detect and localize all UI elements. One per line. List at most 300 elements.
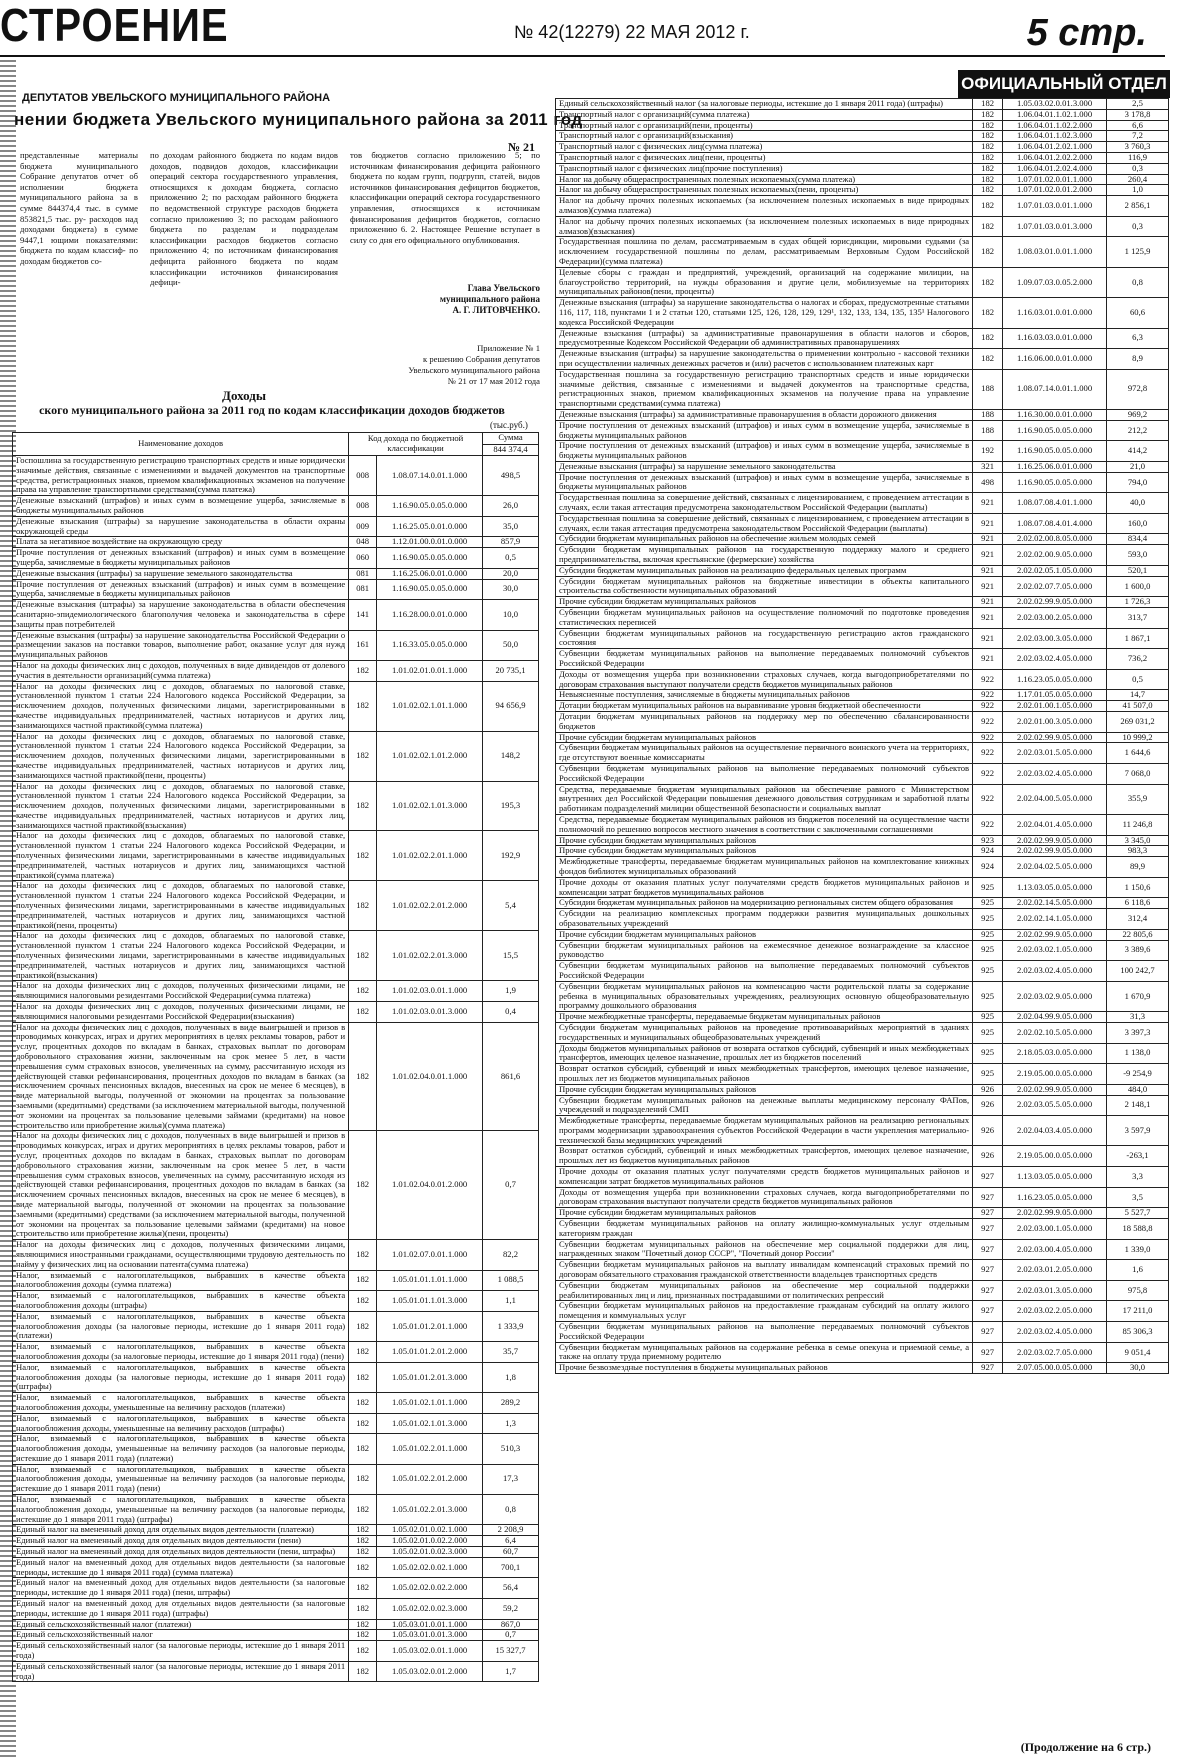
- budget-code-cell: 2.02.02.00.9.05.0.000: [1003, 545, 1107, 566]
- sum-cell: 2,5: [1107, 99, 1169, 110]
- budget-code-cell: 1.08.07.08.4.01.4.000: [1003, 513, 1107, 534]
- income-name-cell: Денежные взыскания (штрафы) за нарушение законодательства в области обеспечения санитарно-эпидемиологического благополучия человека и законодательства в сфере защиты прав потребителей: [13, 600, 349, 630]
- admin-code-cell: 922: [973, 732, 1003, 743]
- admin-code-cell: 182: [349, 881, 377, 931]
- income-name-cell: Субсидии бюджетам муниципальных районов на реализацию федеральных целевых программ: [556, 565, 973, 576]
- budget-code-cell: 1.01.02.07.0.01.1.000: [377, 1240, 483, 1270]
- sum-cell: 82,2: [483, 1240, 539, 1270]
- income-name-cell: Налог на доходы физических лиц с доходов, полученных физическими лицами, являющимися иностранными гражданами, осуществляющими трудовую деятельность по найму у физических лиц на основании патента(сумма платежа): [13, 1240, 349, 1270]
- sum-cell: 3 597,9: [1107, 1116, 1169, 1146]
- text-column-3: [350, 150, 540, 245]
- table-row: [556, 461, 1169, 472]
- table-row: [556, 1239, 1169, 1260]
- income-name-cell: Возврат остатков субсидий, субвенций и иных межбюджетных трансфертов, имеющих целевое назначение, прошлых лет из бюджетов муниципальных районов: [556, 1064, 973, 1085]
- income-name-cell: Субвенции бюджетам муниципальных районов на денежные выплаты медицинскому персоналу ФАПов, учреждений и подразделений СМП: [556, 1095, 973, 1116]
- income-name-cell: Налог, взимаемый с налогоплательщиков, выбравших в качестве объекта налогообложения доходы (штрафы): [13, 1291, 349, 1312]
- sum-cell: 59,2: [483, 1599, 539, 1620]
- sum-cell: 2 208,9: [483, 1525, 539, 1536]
- budget-code-cell: 2.02.02.99.9.05.0.000: [1003, 1084, 1107, 1095]
- admin-code-cell: 182: [349, 1362, 377, 1392]
- admin-code-cell: 182: [349, 1641, 377, 1662]
- income-name-cell: Денежные взыскания (штрафы) за нарушение законодательства о налогах и сборах, предусмотренные статьями 116, 117, 118, пунктами 1 и 2 статьи 120, статьями 125, 126, 128, 129, 129¹, 132, 133, 134, 135, 135¹ Налогового кодекса Российской Федерации: [556, 298, 973, 328]
- admin-code-cell: 925: [973, 1064, 1003, 1085]
- sum-cell: 3 760,3: [1107, 142, 1169, 153]
- admin-code-cell: 182: [973, 120, 1003, 131]
- budget-code-cell: 1.13.03.05.0.05.0.000: [1003, 1167, 1107, 1188]
- sum-cell: 975,8: [1107, 1280, 1169, 1301]
- sum-cell: 22 805,6: [1107, 929, 1169, 940]
- income-name-cell: Субвенции бюджетам муниципальных районов на выполнение передаваемых полномочий субъектов Российской Федерации: [556, 764, 973, 785]
- sum-cell: 148,2: [483, 731, 539, 781]
- income-name-cell: Субвенции бюджетам муниципальных районов на обеспечение мер социальной поддержки для лиц, награжденных знаком "Почетный донор СССР", "Почетный донор России": [556, 1239, 973, 1260]
- appendix-line: № 21 от 17 мая 2012 года: [447, 376, 540, 386]
- admin-code-cell: 008: [349, 456, 377, 496]
- table-body: [556, 99, 1169, 1374]
- admin-code-cell: 182: [349, 1311, 377, 1341]
- budget-code-cell: 1.01.02.01.0.01.1.000: [377, 660, 483, 681]
- admin-code-cell: 182: [973, 152, 1003, 163]
- admin-code-cell: 182: [349, 1291, 377, 1312]
- income-name-cell: Налог на доходы физических лиц с доходов, облагаемых по налоговой ставке, установленной пунктом 1 статьи 224 Налогового кодекса Российской Федерации, за исключением доходов, полученных физическими лицами, зарегистрированными в качестве индивидуальных предпринимателей, частных нотариусов и других лиц, занимающихся частной практикой(пени, проценты): [13, 731, 349, 781]
- page-number: 5 стр.: [1026, 12, 1147, 54]
- table-row: [13, 881, 539, 931]
- table-row: [556, 814, 1169, 835]
- sum-cell: 510,3: [483, 1434, 539, 1464]
- budget-code-cell: 2.02.03.00.2.05.0.000: [1003, 608, 1107, 629]
- table-row: [556, 1022, 1169, 1043]
- budget-code-cell: 1.01.02.02.1.01.2.000: [377, 731, 483, 781]
- admin-code-cell: 192: [973, 441, 1003, 462]
- budget-code-cell: 1.06.04.01.1.02.3.000: [1003, 131, 1107, 142]
- budget-code-cell: 1.05.01.01.2.01.2.000: [377, 1342, 483, 1363]
- table-row: [13, 1413, 539, 1434]
- table-row: [13, 1131, 539, 1240]
- budget-code-cell: 1.05.01.02.2.01.1.000: [377, 1434, 483, 1464]
- sum-cell: 1,3: [483, 1413, 539, 1434]
- sum-cell: 30,0: [483, 579, 539, 600]
- budget-code-cell: 2.02.01.00.1.05.0.000: [1003, 701, 1107, 712]
- income-name-cell: Прочие субсидии бюджетам муниципальных районов: [556, 835, 973, 846]
- budget-code-cell: 1.17.01.05.0.05.0.000: [1003, 690, 1107, 701]
- income-name-cell: Прочие субсидии бюджетам муниципальных районов: [556, 846, 973, 857]
- sum-cell: 794,0: [1107, 472, 1169, 493]
- sum-cell: 0,4: [483, 1002, 539, 1023]
- table-row: [556, 1167, 1169, 1188]
- admin-code-cell: 182: [349, 660, 377, 681]
- admin-code-cell: 182: [349, 931, 377, 981]
- table-row: [556, 1012, 1169, 1023]
- budget-code-cell: 1.06.04.01.2.02.2.000: [1003, 152, 1107, 163]
- admin-code-cell: 927: [973, 1260, 1003, 1281]
- sum-cell: 1,0: [1107, 185, 1169, 196]
- income-name-cell: Субвенции бюджетам муниципальных районов на выполнение передаваемых полномочий субъектов Российской Федерации: [556, 961, 973, 982]
- sum-cell: 3,5: [1107, 1187, 1169, 1208]
- table-row: [13, 537, 539, 548]
- budget-code-cell: 1.05.01.02.2.01.2.000: [377, 1464, 483, 1494]
- income-name-cell: Прочие доходы от оказания платных услуг получателями средств бюджетов муниципальных районов и компенсации затрат бюджетов муниципальных районов: [556, 1167, 973, 1188]
- admin-code-cell: 081: [349, 568, 377, 579]
- sum-cell: 100 242,7: [1107, 961, 1169, 982]
- sum-cell: -263,1: [1107, 1146, 1169, 1167]
- admin-code-cell: 927: [973, 1167, 1003, 1188]
- admin-code-cell: 925: [973, 1022, 1003, 1043]
- income-name-cell: Единый сельскохозяйственный налог (за налоговые периоды, истекшие до 1 января 2011 года): [13, 1641, 349, 1662]
- income-name-cell: Государственная пошлина за совершение действий, связанных с лицензированием, с проведением аттестации в случаях, если такая аттестация предусмотрена законодательством Российской Федерации (выплаты): [556, 493, 973, 514]
- table-row: [13, 1495, 539, 1525]
- income-table-right: [555, 98, 1169, 1374]
- sum-cell: 1 333,9: [483, 1311, 539, 1341]
- table-row: [556, 196, 1169, 217]
- admin-code-cell: 922: [973, 701, 1003, 712]
- table-row: [556, 1116, 1169, 1146]
- sum-cell: 861,6: [483, 1022, 539, 1131]
- sum-cell: 8,9: [1107, 349, 1169, 370]
- table-row: [556, 597, 1169, 608]
- admin-code-cell: 921: [973, 493, 1003, 514]
- sum-cell: 160,0: [1107, 513, 1169, 534]
- income-name-cell: Единый сельскохозяйственный налог (платежи): [13, 1619, 349, 1630]
- income-name-cell: Субвенции бюджетам муниципальных районов на содержание ребенка в семье опекуна и приемной семье, а также на оплату труда приемному родителю: [556, 1342, 973, 1363]
- admin-code-cell: 926: [973, 1146, 1003, 1167]
- text-column-1: [20, 150, 138, 267]
- table-row: [556, 929, 1169, 940]
- admin-code-cell: 921: [973, 534, 1003, 545]
- budget-code-cell: 1.01.02.03.0.01.1.000: [377, 981, 483, 1002]
- income-name-cell: Прочие субсидии бюджетам муниципальных районов: [556, 929, 973, 940]
- income-name-cell: Субсидии бюджетам муниципальных районов на проведение противоаварийных мероприятий в зданиях государственных и муниципальных общеобразовательных учреждений: [556, 1022, 973, 1043]
- budget-code-cell: 1.16.28.00.0.01.0.000: [377, 600, 483, 630]
- income-name-cell: Единый налог на вмененный доход для отдельных видов деятельности (за налоговые периоды, истекшие до 1 января 2011 года) (пени, штрафы): [13, 1578, 349, 1599]
- income-name-cell: Налог, взимаемый с налогоплательщиков, выбравших в качестве объекта налогообложения доходы (сумма платежа): [13, 1270, 349, 1291]
- admin-code-cell: 182: [973, 328, 1003, 349]
- table-row: [556, 534, 1169, 545]
- sum-cell: 736,2: [1107, 649, 1169, 670]
- income-name-cell: Доходы бюджетов муниципальных районов от возврата остатков субсидий, субвенций и иных межбюджетных трансфертов, имеющих целевое назначение, прошлых лет из бюджетов поселений: [556, 1043, 973, 1064]
- budget-code-cell: 2.02.03.01.3.05.0.000: [1003, 1280, 1107, 1301]
- sum-cell: 6 118,6: [1107, 898, 1169, 909]
- admin-code-cell: 922: [973, 669, 1003, 690]
- admin-code-cell: 182: [973, 298, 1003, 328]
- table-row: [556, 472, 1169, 493]
- income-name-cell: Дотации бюджетам муниципальных районов на выравнивание уровня бюджетной обеспеченности: [556, 701, 973, 712]
- budget-code-cell: 1.16.90.05.0.05.0.000: [377, 579, 483, 600]
- income-name-cell: Транспортный налог с организаций(сумма платежа): [556, 109, 973, 120]
- table-row: [13, 681, 539, 731]
- sum-cell: 17,3: [483, 1464, 539, 1494]
- table-row: [556, 493, 1169, 514]
- table-row: [13, 568, 539, 579]
- signature-line: Глава Увельского: [467, 283, 540, 293]
- sum-cell: 983,3: [1107, 846, 1169, 857]
- sum-cell: 0,8: [1107, 267, 1169, 297]
- income-name-cell: Субсидии на реализацию комплексных программ поддержки развития муниципальных дошкольных образовательных учреждений: [556, 909, 973, 930]
- budget-code-cell: 1.05.02.02.0.02.2.000: [377, 1578, 483, 1599]
- admin-code-cell: 922: [973, 712, 1003, 733]
- table-row: [556, 628, 1169, 649]
- table-title: Доходы: [222, 388, 266, 403]
- sum-cell: 6,4: [483, 1536, 539, 1547]
- sum-cell: 520,1: [1107, 565, 1169, 576]
- admin-code-cell: 925: [973, 877, 1003, 898]
- budget-code-cell: 1.05.03.01.0.01.3.000: [377, 1630, 483, 1641]
- table-row: [13, 1362, 539, 1392]
- sum-cell: 85 306,3: [1107, 1322, 1169, 1343]
- income-name-cell: Прочие доходы от оказания платных услуг получателями средств бюджетов муниципальных районов и компенсации затрат бюджетов муниципальных районов: [556, 877, 973, 898]
- budget-code-cell: 2.18.05.03.0.05.0.000: [1003, 1043, 1107, 1064]
- section-banner: ОФИЦИАЛЬНЫЙ ОТДЕЛ: [958, 70, 1170, 98]
- income-name-cell: Субвенции бюджетам муниципальных районов на осуществление первичного воинского учета на территориях, где отсутствуют военные комиссариаты: [556, 743, 973, 764]
- income-name-cell: Субсидии бюджетам муниципальных районов на бюджетные инвестиции в объекты капитального строительства собственности муниципальных образований: [556, 576, 973, 597]
- sum-cell: 1 867,1: [1107, 628, 1169, 649]
- admin-code-cell: 921: [973, 545, 1003, 566]
- decision-number: № 21: [508, 140, 536, 154]
- budget-code-cell: 2.02.02.10.5.05.0.000: [1003, 1022, 1107, 1043]
- table-row: [13, 456, 539, 496]
- table-row: [13, 548, 539, 569]
- sum-cell: 414,2: [1107, 441, 1169, 462]
- table-row: [13, 600, 539, 630]
- table-row: [556, 267, 1169, 297]
- admin-code-cell: 321: [973, 461, 1003, 472]
- budget-code-cell: 1.16.25.06.0.01.0.000: [377, 568, 483, 579]
- admin-code-cell: 925: [973, 940, 1003, 961]
- sum-cell: 6,3: [1107, 328, 1169, 349]
- income-name-cell: Налог, взимаемый с налогоплательщиков, выбравших в качестве объекта налогообложения доходы (за налоговые периоды, истекшие до 1 января 2011 года) (платежи): [13, 1311, 349, 1341]
- total-sum: 844 374,4: [483, 444, 539, 456]
- sum-cell: 50,0: [483, 630, 539, 660]
- table-row: [556, 576, 1169, 597]
- budget-code-cell: 2.02.03.02.4.05.0.000: [1003, 1322, 1107, 1343]
- income-name-cell: Налог, взимаемый с налогоплательщиков, выбравших в качестве объекта налогообложения доходы, уменьшенные на величину расходов (платежи): [13, 1393, 349, 1414]
- sum-cell: 10,0: [483, 600, 539, 630]
- admin-code-cell: 060: [349, 548, 377, 569]
- income-name-cell: Транспортный налог с физических лиц(сумма платежа): [556, 142, 973, 153]
- admin-code-cell: 182: [973, 109, 1003, 120]
- budget-code-cell: 2.02.04.00.5.05.0.000: [1003, 784, 1107, 814]
- admin-code-cell: 923: [973, 835, 1003, 846]
- budget-code-cell: 1.06.04.01.2.02.4.000: [1003, 163, 1107, 174]
- table-row: [556, 701, 1169, 712]
- admin-code-cell: 182: [349, 1630, 377, 1641]
- table-row: [556, 216, 1169, 237]
- table-row: [13, 1002, 539, 1023]
- income-name-cell: Транспортный налог с физических лиц(прочие поступления): [556, 163, 973, 174]
- income-name-cell: Налог, взимаемый с налогоплательщиков, выбравших в качестве объекта налогообложения доходы (за налоговые периоды, истекшие до 1 января 2011 года) (пени): [13, 1342, 349, 1363]
- admin-code-cell: 182: [973, 349, 1003, 370]
- admin-code-cell: 926: [973, 1116, 1003, 1146]
- table-row: [13, 660, 539, 681]
- income-name-cell: Государственная пошлина за государственную регистрацию транспортных средств и иные юридически значимые действия, связанные с изменениями и выдачей документов на транспортные средства, регистрационных знаков, приемом квалификационных экзаменов на получение права на управление транспортными средствами(сумма платежа): [556, 369, 973, 409]
- budget-code-cell: 1.05.01.01.1.01.3.000: [377, 1291, 483, 1312]
- income-name-cell: Субвенции бюджетам муниципальных районов на выполнение передаваемых полномочий субъектов Российской Федерации: [556, 1322, 973, 1343]
- income-name-cell: Налог на доходы физических лиц с доходов, облагаемых по налоговой ставке, установленной пунктом 1 статьи 224 Налогового кодекса Российской Федерации, и полученных физическими лицами, зарегистрированными в качестве индивидуальных предпринимателей, частных нотариусов и других лиц, занимающихся частной практикой(взыскания): [13, 931, 349, 981]
- budget-code-cell: 1.16.90.05.0.05.0.000: [1003, 420, 1107, 441]
- income-name-cell: Доходы от возмещения ущерба при возникновении страховых случаев, когда выгодоприобретателями по договорам страхования выступают получатели средств бюджетов муниципальных районов: [556, 1187, 973, 1208]
- admin-code-cell: 188: [973, 369, 1003, 409]
- income-name-cell: Налог, взимаемый с налогоплательщиков, выбравших в качестве объекта налогообложения доходы (за налоговые периоды, истекшие до 1 января 2011 года) (штрафы): [13, 1362, 349, 1392]
- signature-block: [340, 283, 540, 316]
- table-row: [13, 516, 539, 537]
- budget-code-cell: 1.16.90.05.0.05.0.000: [377, 548, 483, 569]
- income-name-cell: Прочие поступления от денежных взысканий (штрафов) и иных сумм в возмещение ущерба, зачисляемые в бюджеты муниципальных районов: [556, 441, 973, 462]
- income-name-cell: Единый налог на вмененный доход для отдельных видов деятельности (за налоговые периоды, истекшие до 1 января 2011 года) (сумма платежа): [13, 1557, 349, 1578]
- admin-code-cell: 921: [973, 649, 1003, 670]
- table-row: [13, 1578, 539, 1599]
- table-row: [13, 1599, 539, 1620]
- admin-code-cell: 927: [973, 1239, 1003, 1260]
- admin-code-cell: 188: [973, 420, 1003, 441]
- budget-code-cell: 2.02.03.01.5.05.0.000: [1003, 743, 1107, 764]
- admin-code-cell: 182: [973, 142, 1003, 153]
- sum-cell: 17 211,0: [1107, 1301, 1169, 1322]
- budget-code-cell: 2.02.02.05.1.05.0.000: [1003, 565, 1107, 576]
- table-row: [556, 961, 1169, 982]
- admin-code-cell: 182: [349, 1599, 377, 1620]
- admin-code-cell: 182: [349, 1661, 377, 1682]
- table-row: [556, 152, 1169, 163]
- sum-cell: 41 507,0: [1107, 701, 1169, 712]
- admin-code-cell: 927: [973, 1322, 1003, 1343]
- table-row: [556, 712, 1169, 733]
- sum-cell: 14,7: [1107, 690, 1169, 701]
- income-name-cell: Возврат остатков субсидий, субвенций и иных межбюджетных трансфертов, имеющих целевое назначение, прошлых лет из бюджетов муниципальных районов: [556, 1146, 973, 1167]
- table-row: [13, 579, 539, 600]
- admin-code-cell: 182: [349, 1240, 377, 1270]
- sum-cell: 289,2: [483, 1393, 539, 1414]
- admin-code-cell: 182: [349, 1619, 377, 1630]
- table-row: [556, 1301, 1169, 1322]
- budget-code-cell: 1.13.03.05.0.05.0.000: [1003, 877, 1107, 898]
- income-name-cell: Налог на доходы физических лиц с доходов, полученных физическими лицами, не являющимися налоговыми резидентами Российской Федерации(сумма платежа): [13, 981, 349, 1002]
- income-name-cell: Прочие субсидии бюджетам муниципальных районов: [556, 1208, 973, 1219]
- budget-code-cell: 1.05.02.01.0.02.1.000: [377, 1525, 483, 1536]
- table-row: [556, 835, 1169, 846]
- table-row: [556, 99, 1169, 110]
- budget-code-cell: 1.05.01.02.2.01.3.000: [377, 1495, 483, 1525]
- admin-code-cell: 161: [349, 630, 377, 660]
- income-name-cell: Единый сельскохозяйственный налог: [13, 1630, 349, 1641]
- admin-code-cell: 925: [973, 909, 1003, 930]
- budget-code-cell: 2.02.02.99.9.05.0.000: [1003, 929, 1107, 940]
- admin-code-cell: 182: [973, 185, 1003, 196]
- table-unit: (тыс.руб.): [490, 420, 528, 430]
- header-sum: Сумма: [483, 433, 539, 445]
- budget-code-cell: 2.07.05.00.0.05.0.000: [1003, 1363, 1107, 1374]
- income-name-cell: Денежные взыскания (штрафы) за нарушение законодательства в области охраны окружающей среды: [13, 516, 349, 537]
- budget-code-cell: 1.16.03.01.0.01.0.000: [1003, 298, 1107, 328]
- admin-code-cell: 927: [973, 1363, 1003, 1374]
- admin-code-cell: 182: [349, 1464, 377, 1494]
- sum-cell: 484,0: [1107, 1084, 1169, 1095]
- admin-code-cell: 182: [349, 1547, 377, 1558]
- table-row: [556, 1280, 1169, 1301]
- sum-cell: 498,5: [483, 456, 539, 496]
- sum-cell: 1 600,0: [1107, 576, 1169, 597]
- income-table-left: [12, 432, 539, 1682]
- sum-cell: 0,3: [1107, 216, 1169, 237]
- budget-code-cell: 1.01.02.02.1.01.1.000: [377, 681, 483, 731]
- sum-cell: 7,2: [1107, 131, 1169, 142]
- paragraph: по доходам районного бюджета по кодам видов доходов, подвидов доходов, классификации операций сектора государственного управления, относящихся к доходам бюджета, согласно приложению 2; по расходам районного бюджета по ведомственной структуре расходов бюджета согласно приложению 3; по расходам районного бюджета по разделам и подразделам классификации расходов бюджетов согласно приложению 4; по источникам финансирования дефицита районного бюджета по кодам классификации источников финансирования дефици-: [150, 150, 338, 288]
- income-name-cell: Налог на доходы физических лиц с доходов, облагаемых по налоговой ставке, установленной пунктом 1 статьи 224 Налогового кодекса Российской Федерации, за исключением доходов, полученных физическими лицами, зарегистрированными в качестве индивидуальных предпринимателей, частных нотариусов и других лиц, занимающихся частной практикой(взыскания): [13, 781, 349, 831]
- budget-code-cell: 2.02.02.00.8.05.0.000: [1003, 534, 1107, 545]
- table-row: [556, 669, 1169, 690]
- sum-cell: 5,4: [483, 881, 539, 931]
- budget-code-cell: 1.08.07.14.0.01.1.000: [377, 456, 483, 496]
- table-row: [556, 877, 1169, 898]
- budget-code-cell: 1.05.03.02.0.01.3.000: [1003, 99, 1107, 110]
- sum-cell: 2 148,1: [1107, 1095, 1169, 1116]
- budget-code-cell: 1.16.06.00.0.01.0.000: [1003, 349, 1107, 370]
- table-row: [556, 420, 1169, 441]
- sum-cell: 20 735,1: [483, 660, 539, 681]
- budget-code-cell: 1.16.03.03.0.01.0.000: [1003, 328, 1107, 349]
- sum-cell: 0,5: [483, 548, 539, 569]
- budget-code-cell: 2.02.02.14.5.05.0.000: [1003, 898, 1107, 909]
- budget-code-cell: 1.09.07.03.0.05.2.000: [1003, 267, 1107, 297]
- admin-code-cell: 182: [349, 1342, 377, 1363]
- sum-cell: 834,4: [1107, 534, 1169, 545]
- continued-note: (Продолжение на 6 стр.): [1020, 1740, 1151, 1754]
- sum-cell: 1,1: [483, 1291, 539, 1312]
- budget-code-cell: 1.08.07.14.0.01.1.000: [1003, 369, 1107, 409]
- sum-cell: 1 150,6: [1107, 877, 1169, 898]
- table-body: [13, 456, 539, 1682]
- sum-cell: 1 125,9: [1107, 237, 1169, 267]
- sum-cell: 15 327,7: [483, 1641, 539, 1662]
- table-row: [13, 1525, 539, 1536]
- table-row: [556, 981, 1169, 1011]
- sum-cell: 7 068,0: [1107, 764, 1169, 785]
- text-column-2: [150, 150, 338, 288]
- income-name-cell: Прочие межбюджетные трансферты, передаваемые бюджетам муниципальных районов: [556, 1012, 973, 1023]
- admin-code-cell: 927: [973, 1301, 1003, 1322]
- admin-code-cell: 926: [973, 1084, 1003, 1095]
- table-row: [556, 608, 1169, 629]
- budget-code-cell: 2.02.04.02.5.05.0.000: [1003, 857, 1107, 878]
- income-name-cell: Прочие субсидии бюджетам муниципальных районов: [556, 1084, 973, 1095]
- table-row: [556, 1043, 1169, 1064]
- table-row: [556, 142, 1169, 153]
- budget-code-cell: 2.02.03.02.4.05.0.000: [1003, 649, 1107, 670]
- income-name-cell: Межбюджетные трансферты, передаваемые бюджетам муниципальных районов на комплектование книжных фондов библиотек муниципальных образований: [556, 857, 973, 878]
- sum-cell: 0,7: [483, 1131, 539, 1240]
- admin-code-cell: 182: [349, 1131, 377, 1240]
- table-row: [556, 1342, 1169, 1363]
- income-name-cell: Единый налог на вмененный доход для отдельных видов деятельности (за налоговые периоды, истекшие до 1 января 2011 года) (штрафы): [13, 1599, 349, 1620]
- budget-code-cell: 1.06.04.01.1.02.2.000: [1003, 120, 1107, 131]
- budget-code-cell: 2.02.02.99.9.05.0.000: [1003, 835, 1107, 846]
- admin-code-cell: 925: [973, 961, 1003, 982]
- appendix-note: [340, 343, 540, 387]
- budget-code-cell: 1.16.25.05.0.01.0.000: [377, 516, 483, 537]
- income-name-cell: Межбюджетные трансферты, передаваемые бюджетам муниципальных районов на реализацию региональных программ модернизации здравоохранения субъектов Российской Федерации в части укрепления материально-технической базы медицинских учреждений: [556, 1116, 973, 1146]
- admin-code-cell: 141: [349, 600, 377, 630]
- budget-code-cell: 1.16.90.05.0.05.0.000: [377, 496, 483, 517]
- budget-code-cell: 1.05.02.02.0.02.3.000: [377, 1599, 483, 1620]
- income-name-cell: Денежные взысканий (штрафов) и иных сумм в возмещение ущерба, зачисляемые в бюджеты муниципальных районов: [13, 496, 349, 517]
- sum-cell: 269 031,2: [1107, 712, 1169, 733]
- sum-cell: 9 051,4: [1107, 1342, 1169, 1363]
- admin-code-cell: 182: [973, 174, 1003, 185]
- table-row: [556, 1084, 1169, 1095]
- admin-code-cell: 924: [973, 857, 1003, 878]
- admin-code-cell: 922: [973, 764, 1003, 785]
- sum-cell: 1 088,5: [483, 1270, 539, 1291]
- sum-cell: 0,5: [1107, 669, 1169, 690]
- admin-code-cell: 182: [349, 781, 377, 831]
- sum-cell: 3 397,3: [1107, 1022, 1169, 1043]
